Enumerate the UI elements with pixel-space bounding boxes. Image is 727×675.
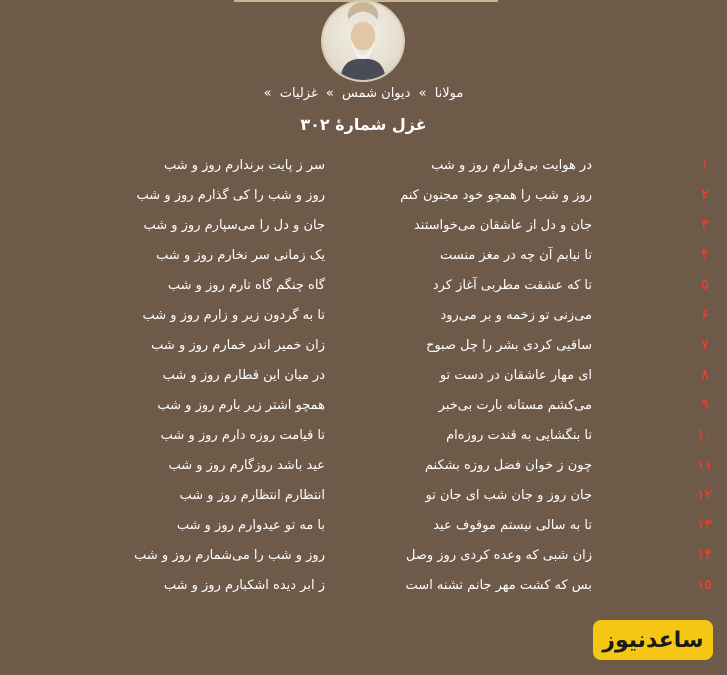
verse-number[interactable]: ۶ [701, 307, 709, 323]
verse-second-hemistich: تا قیامت روزه دارم روز و شب [160, 428, 325, 443]
verse-second-hemistich: یک زمانی سر نخارم روز و شب [156, 248, 325, 263]
verse-first-hemistich: جان روز و جان شب ای جان تو [425, 488, 592, 503]
verse-number[interactable]: ۱۱ [696, 457, 712, 473]
verse-first-hemistich: تا به سالی نیستم موقوف عید [433, 518, 592, 533]
verse-row [0, 183, 727, 213]
verse-second-hemistich: روز و شب را می‌شمارم روز و شب [134, 548, 325, 563]
verse-number[interactable]: ۱۴ [696, 547, 712, 563]
verse-first-hemistich: زان شبی که وعده کردی روز وصل [405, 548, 592, 563]
verse-number[interactable]: ۵ [701, 277, 709, 293]
verse-number[interactable]: ۴ [701, 247, 709, 263]
verse-number[interactable]: ۲ [701, 187, 709, 203]
verse-number[interactable]: ۱۳ [696, 517, 712, 533]
verse-number[interactable]: ۱۰ [696, 427, 712, 443]
verse-second-hemistich: انتظارم انتظارم روز و شب [179, 488, 325, 503]
verse-second-hemistich: عید باشد روزگارم روز و شب [168, 458, 325, 473]
verse-number[interactable]: ۹ [701, 397, 709, 413]
verse-row [0, 153, 727, 183]
verse-second-hemistich: روز و شب را کی گذارم روز و شب [136, 188, 325, 203]
breadcrumb-separator: » [263, 86, 272, 101]
verse-row [0, 333, 727, 363]
verse-first-hemistich: روز و شب را همچو خود مجنون کنم [400, 188, 592, 203]
verse-second-hemistich: همچو اشتر زیر بارم روز و شب [157, 398, 325, 413]
verse-row [0, 363, 727, 393]
saednews-logo[interactable]: ساعدنیوز [593, 620, 713, 660]
verse-first-hemistich: می‌زنی تو زخمه و بر می‌رود [440, 308, 592, 323]
verse-row [0, 573, 727, 603]
page-title: غزل شمارهٔ ۳۰۲ [300, 115, 427, 134]
verse-row [0, 243, 727, 273]
breadcrumb-separator: » [418, 86, 427, 101]
verse-second-hemistich: سر ز پایت برندارم روز و شب [163, 158, 325, 173]
verse-row [0, 543, 727, 573]
verse-number[interactable]: ۷ [701, 337, 709, 353]
verse-row [0, 423, 727, 453]
verse-second-hemistich: در میان این قطارم روز و شب [162, 368, 325, 383]
breadcrumb [0, 86, 727, 101]
verse-number[interactable]: ۱ [701, 157, 709, 173]
verse-second-hemistich: گاه چنگم گاه تارم روز و شب [167, 278, 325, 293]
verse-row [0, 273, 727, 303]
breadcrumb-separator: » [325, 86, 334, 101]
verse-second-hemistich: ز ابر دیده اشکبارم روز و شب [163, 578, 325, 593]
breadcrumb-poet-link[interactable]: مولانا [434, 86, 464, 101]
verse-first-hemistich: ساقیی کردی بشر را چل صبوح [425, 338, 592, 353]
verse-row [0, 483, 727, 513]
breadcrumb-section-link[interactable]: غزلیات [279, 86, 318, 101]
verse-first-hemistich: ای مهار عاشقان در دست تو [439, 368, 592, 383]
verse-row [0, 213, 727, 243]
verse-second-hemistich: تا به گردون زیر و زارم روز و شب [142, 308, 325, 323]
verse-number[interactable]: ۳ [701, 217, 709, 233]
verse-first-hemistich: چون ز خوان فضل روزه بشکنم [424, 458, 592, 473]
verse-first-hemistich: تا نیابم آن چه در مغز منست [439, 248, 592, 263]
verse-second-hemistich: جان و دل را می‌سپارم روز و شب [143, 218, 325, 233]
breadcrumb-book-link[interactable]: دیوان شمس [342, 86, 411, 101]
verse-first-hemistich: جان و دل از عاشقان می‌خواستند [413, 218, 592, 233]
verse-number[interactable]: ۸ [701, 367, 709, 383]
verse-number[interactable]: ۱۵ [696, 577, 712, 593]
verse-first-hemistich: تا که عشقت مطربی آغاز کرد [432, 278, 592, 293]
verse-second-hemistich: با مه تو عیدوارم روز و شب [176, 518, 325, 533]
poet-portrait-icon[interactable] [321, 0, 405, 82]
verse-number[interactable]: ۱۲ [696, 487, 712, 503]
verse-first-hemistich: تا بنگشایی به قندت روزه‌ام [446, 428, 592, 443]
verse-second-hemistich: زان خمیر اندر خمارم روز و شب [151, 338, 325, 353]
verse-first-hemistich: در هوایت بی‌قرارم روز و شب [431, 158, 592, 173]
verse-row [0, 453, 727, 483]
verse-row [0, 513, 727, 543]
verse-first-hemistich: می‌کشم مستانه بارت بی‌خبر [438, 398, 592, 413]
verse-list [0, 153, 727, 603]
verse-first-hemistich: بس که کشت مهر جانم تشنه است [405, 578, 592, 593]
verse-row [0, 303, 727, 333]
verse-row [0, 393, 727, 423]
